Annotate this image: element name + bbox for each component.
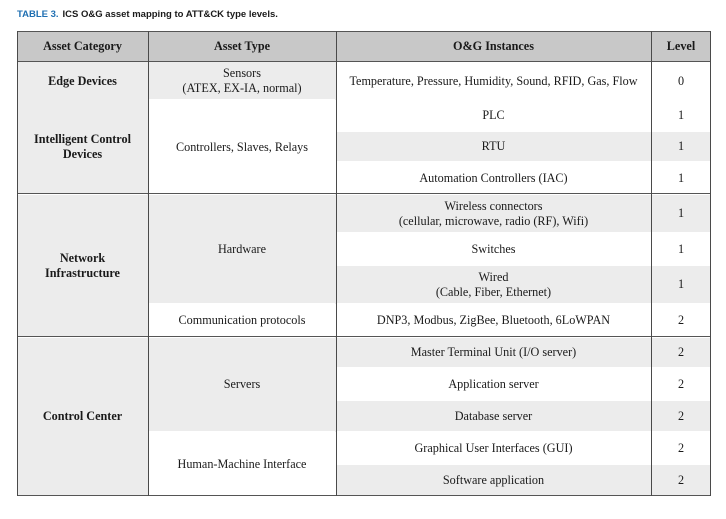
level-cell: 0 [651, 62, 711, 100]
row-gap [337, 399, 710, 401]
row-gap [337, 367, 710, 369]
group-rule [17, 336, 711, 337]
row-gap [149, 431, 335, 433]
table-caption [17, 9, 278, 20]
type-cell: Controllers, Slaves, Relays [148, 100, 336, 194]
level-cell: 1 [651, 265, 711, 304]
table-top-rule [17, 31, 711, 32]
category-cell: Control Center [17, 337, 148, 496]
instance-cell: Automation Controllers (IAC) [336, 162, 651, 194]
table-title: ICS O&G asset mapping to ATT&CK type levels. [62, 9, 278, 20]
column-rule [710, 31, 711, 496]
level-cell: 2 [651, 304, 711, 337]
row-gap [337, 264, 710, 266]
level-cell: 1 [651, 233, 711, 265]
header-og-instances: O&G Instances [336, 31, 651, 62]
category-cell: Network Infrastructure [17, 194, 148, 337]
level-cell: 2 [651, 368, 711, 400]
table-label: TABLE 3. [17, 9, 59, 20]
type-cell: Hardware [148, 194, 336, 304]
instance-cell: RTU [336, 131, 651, 162]
instance-cell: Switches [336, 233, 651, 265]
row-gap [337, 303, 710, 305]
category-cell: Edge Devices [17, 62, 148, 100]
table-bottom-rule [17, 495, 711, 496]
header-bottom-rule [17, 61, 711, 62]
row-gap [337, 130, 710, 132]
instance-cell: PLC [336, 100, 651, 131]
group-rule [17, 193, 711, 194]
instance-cell: Graphical User Interfaces (GUI) [336, 432, 651, 464]
row-gap [149, 99, 335, 101]
type-cell: Sensors (ATEX, EX-IA, normal) [148, 62, 336, 100]
level-cell: 1 [651, 194, 711, 233]
row-gap [337, 431, 710, 433]
column-rule [148, 31, 149, 496]
column-rule [336, 31, 337, 496]
instance-cell: Application server [336, 368, 651, 400]
instance-cell: Software application [336, 464, 651, 496]
level-cell: 1 [651, 131, 711, 162]
row-gap [337, 99, 710, 101]
instance-cell: Wired (Cable, Fiber, Ethernet) [336, 265, 651, 304]
instance-cell: Master Terminal Unit (I/O server) [336, 337, 651, 368]
header-asset-category: Asset Category [17, 31, 148, 62]
header-asset-type: Asset Type [148, 31, 336, 62]
instance-cell: DNP3, Modbus, ZigBee, Bluetooth, 6LoWPAN [336, 304, 651, 337]
type-cell: Servers [148, 337, 336, 432]
level-cell: 1 [651, 162, 711, 194]
row-gap [337, 463, 710, 465]
instance-cell: Wireless connectors (cellular, microwave, radio (RF), Wifi) [336, 194, 651, 233]
column-rule [651, 31, 652, 496]
instance-cell: Temperature, Pressure, Humidity, Sound, RFID, Gas, Flow [336, 62, 651, 100]
header-level: Level [651, 31, 711, 62]
column-rule [17, 31, 18, 496]
type-cell: Human-Machine Interface [148, 432, 336, 496]
level-cell: 2 [651, 432, 711, 464]
row-gap [337, 232, 710, 234]
row-gap [149, 303, 335, 305]
level-cell: 1 [651, 100, 711, 131]
category-cell: Intelligent Control Devices [17, 100, 148, 194]
level-cell: 2 [651, 464, 711, 496]
row-gap [337, 161, 710, 163]
level-cell: 2 [651, 400, 711, 432]
type-cell: Communication protocols [148, 304, 336, 337]
level-cell: 2 [651, 337, 711, 368]
instance-cell: Database server [336, 400, 651, 432]
